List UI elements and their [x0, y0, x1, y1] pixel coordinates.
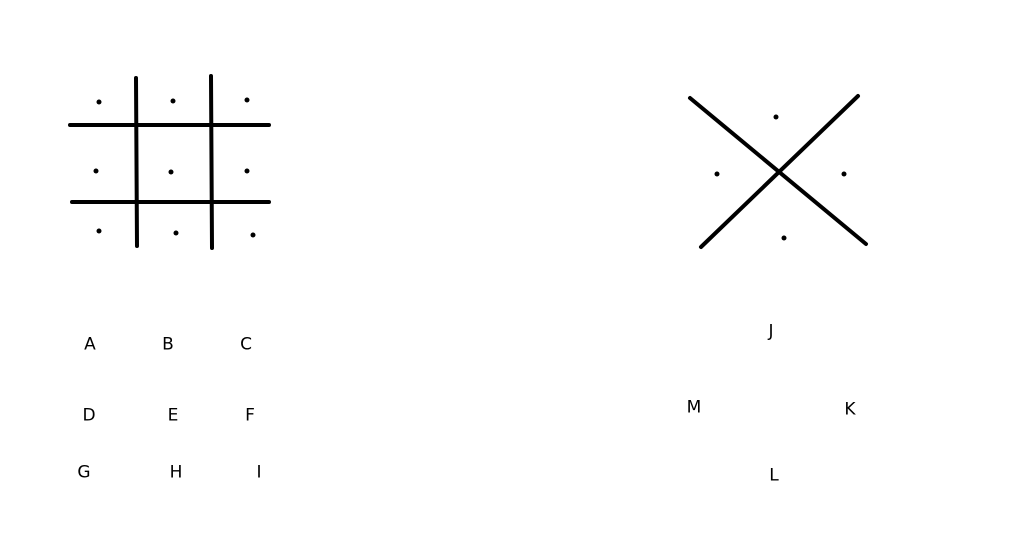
tic-tac-toe-grid [70, 76, 269, 248]
x-dot-left [715, 172, 720, 177]
grid-label-e: E [167, 405, 179, 426]
grid-cell-dot-a [97, 100, 102, 105]
grid-cell-dot-h [174, 231, 179, 236]
grid-cell-dot-c [245, 98, 250, 103]
grid-label-a: A [84, 334, 96, 355]
grid-label-b: B [162, 334, 174, 355]
x-dot-right [842, 172, 847, 177]
grid-cell-dot-d [94, 169, 99, 174]
x-dot-top [774, 115, 779, 120]
grid-cell-dot-e [169, 170, 174, 175]
grid-label-g: G [77, 462, 91, 483]
grid-label-i: I [256, 462, 262, 483]
x-dot-bottom [782, 236, 787, 241]
grid-label-f: F [245, 405, 255, 426]
grid-label-h: H [169, 462, 183, 483]
grid-cell-dot-i [251, 233, 256, 238]
x-label-bottom: L [769, 465, 779, 486]
grid-label-d: D [82, 405, 96, 426]
grid-cell-dot-b [171, 99, 176, 104]
grid-vertical-line-left [136, 78, 137, 246]
x-label-left: M [686, 397, 702, 418]
x-label-top: J [768, 321, 774, 342]
grid-label-c: C [240, 334, 252, 355]
grid-cell-dot-f [245, 169, 250, 174]
grid-vertical-line-right [211, 76, 212, 248]
x-diagram [690, 96, 866, 247]
x-line-ascending [701, 96, 858, 247]
x-label-right: K [844, 399, 856, 420]
grid-cell-dot-g [97, 229, 102, 234]
